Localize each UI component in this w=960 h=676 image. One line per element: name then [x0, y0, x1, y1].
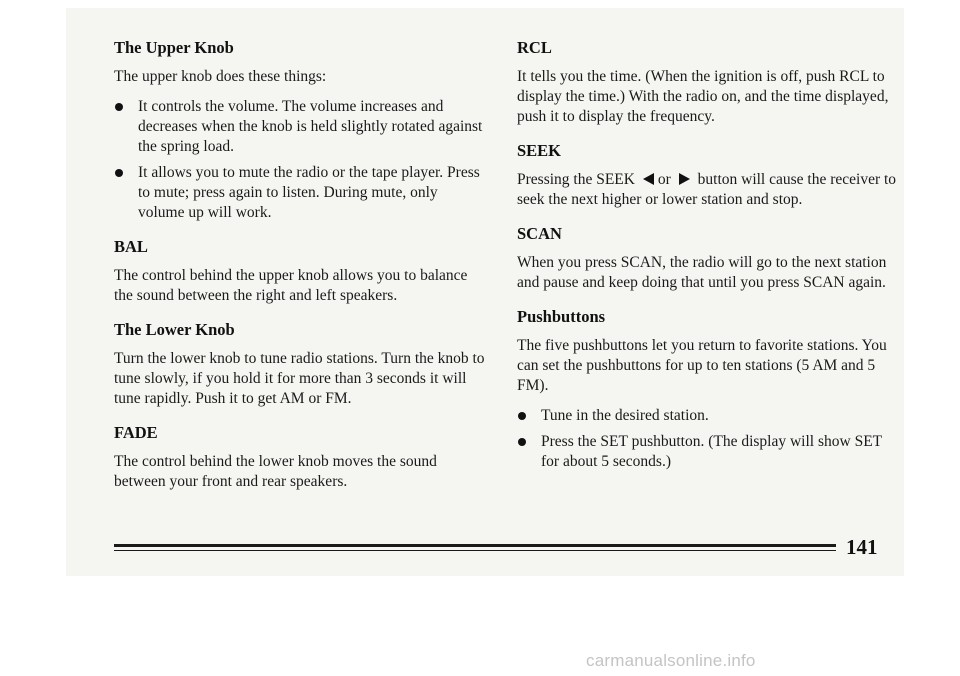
- section-upper-knob: [114, 38, 486, 223]
- right-column: [517, 38, 897, 486]
- list-item: [114, 97, 486, 157]
- manual-page: [66, 8, 904, 576]
- heading-lower-knob: The Lower Knob: [114, 320, 235, 339]
- fade-text: The control behind the lower knob moves the sound between your front and rear speakers.: [114, 453, 437, 490]
- bal-text: The control behind the upper knob allows you to balance the sound between the right and left speakers.: [114, 267, 468, 304]
- heading-pushbuttons: Pushbuttons: [517, 307, 606, 326]
- pushbuttons-bullets: [517, 406, 897, 472]
- page-number: 141: [846, 535, 878, 559]
- bullet-icon: [115, 169, 123, 177]
- section-scan: [517, 224, 897, 293]
- heading-scan: SCAN: [517, 224, 562, 243]
- section-lower-knob: [114, 320, 486, 409]
- footer-rule-thick: [114, 544, 836, 547]
- heading-rcl: RCL: [517, 38, 552, 57]
- list-item-text: It controls the volume. The volume increases and decreases when the knob is held slightly rotated against the spring load.: [138, 98, 483, 155]
- heading-fade: FADE: [114, 423, 158, 442]
- seek-text: [517, 170, 897, 210]
- heading-upper-knob: The Upper Knob: [114, 38, 234, 57]
- seek-text-before: Pressing the SEEK: [517, 171, 635, 188]
- pushbuttons-text: The five pushbuttons let you return to favorite stations. You can set the pushbuttons for up to ten stations (5 AM and 5 FM).: [517, 337, 887, 394]
- heading-seek: SEEK: [517, 141, 562, 160]
- list-item: [114, 163, 486, 223]
- upper-knob-bullets: [114, 97, 486, 223]
- bullet-icon: [115, 103, 123, 111]
- watermark-text: carmanualsonline.info: [586, 651, 756, 670]
- section-pushbuttons: [517, 307, 897, 472]
- left-column: [114, 38, 486, 506]
- list-item-text: It allows you to mute the radio or the tape player. Press to mute; press again to listen. During mute, only volume up will work.: [138, 164, 480, 221]
- seek-text-or: or: [657, 171, 671, 188]
- list-item: [517, 432, 897, 472]
- section-seek: [517, 141, 897, 210]
- list-item: [517, 406, 897, 426]
- upper-knob-intro: The upper knob does these things:: [114, 68, 327, 85]
- scan-text: When you press SCAN, the radio will go to the next station and pause and keep doing that until you press SCAN again.: [517, 254, 887, 291]
- bullet-icon: [518, 438, 526, 446]
- seek-left-arrow-icon: [643, 173, 654, 185]
- section-bal: [114, 237, 486, 306]
- footer-rule-thin: [114, 550, 836, 551]
- heading-bal: BAL: [114, 237, 148, 256]
- section-fade: [114, 423, 486, 492]
- bullet-icon: [518, 412, 526, 420]
- section-rcl: [517, 38, 897, 127]
- seek-right-arrow-icon: [679, 173, 690, 185]
- list-item-text: Tune in the desired station.: [541, 407, 709, 424]
- lower-knob-text: Turn the lower knob to tune radio stations. Turn the knob to tune slowly, if you hold it for more than 3 seconds it will tune rapidly. Push it to get AM or FM.: [114, 350, 485, 407]
- rcl-text: It tells you the time. (When the ignition is off, push RCL to display the time.) With the radio on, and the time displayed, push it to display the frequency.: [517, 68, 889, 125]
- seek-text-after: button will cause the receiver to seek the next higher or lower station and stop.: [517, 171, 897, 208]
- list-item-text: Press the SET pushbutton. (The display will show SET for about 5 seconds.): [541, 433, 882, 470]
